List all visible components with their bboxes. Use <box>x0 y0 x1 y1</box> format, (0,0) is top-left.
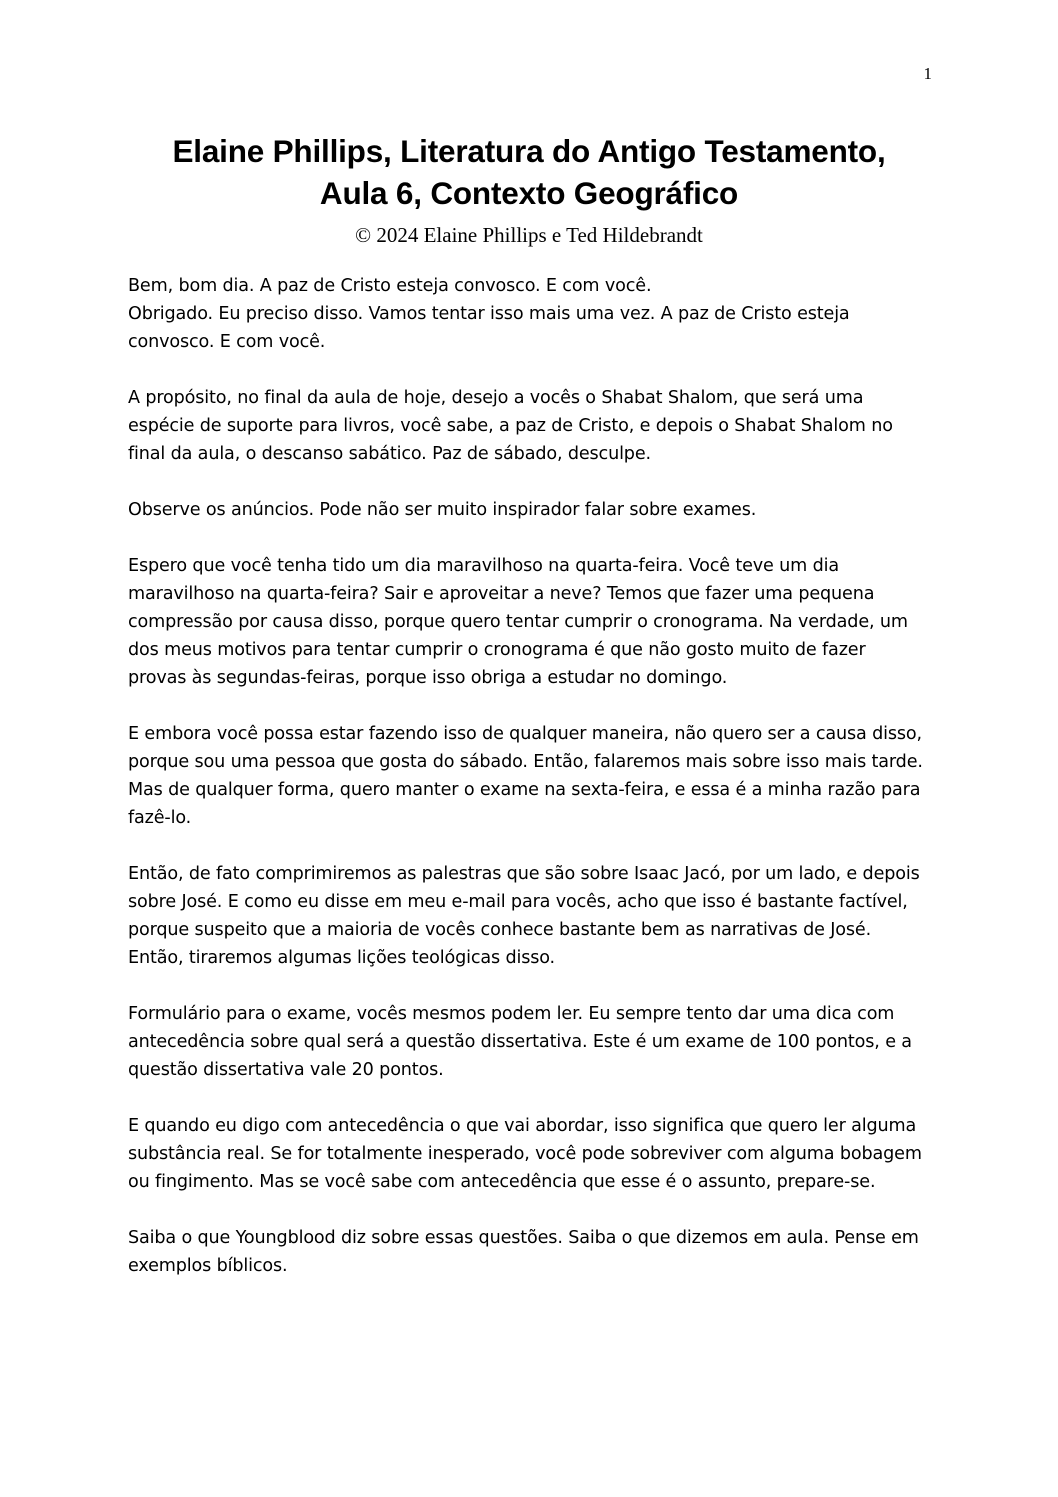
paragraph: Bem, bom dia. A paz de Cristo esteja convosco. E com você. <box>128 276 652 296</box>
paragraph: E quando eu digo com antecedência o que vai abordar, isso significa que quero ler alguma substância real. Se for totalmente inesperado, você pode sobreviver com alguma bobagem ou fingimento. Mas se você sabe com antecedência que esse é o assunto, prepare-se. <box>128 1116 922 1192</box>
title-line-1: Elaine Phillips, Literatura do Antigo Testamento, <box>172 133 886 169</box>
document-title <box>100 130 958 214</box>
paragraph: Obrigado. Eu preciso disso. Vamos tentar isso mais uma vez. A paz de Cristo esteja convosco. E com você. <box>128 304 850 352</box>
paragraph: Observe os anúncios. Pode não ser muito inspirador falar sobre exames. <box>128 500 757 520</box>
paragraph: A propósito, no final da aula de hoje, desejo a vocês o Shabat Shalom, que será uma espécie de suporte para livros, você sabe, a paz de Cristo, e depois o Shabat Shalom no final da aula, o descanso sabático. Paz de sábado, desculpe. <box>128 388 893 464</box>
paragraph: E embora você possa estar fazendo isso de qualquer maneira, não quero ser a causa disso, porque sou uma pessoa que gosta do sábado. Então, falaremos mais sobre isso mais tarde. Mas de qualquer forma, quero manter o exame na sexta-feira, e essa é a minha razão para fazê-lo. <box>128 724 923 828</box>
page-number: 1 <box>923 64 932 83</box>
transcript-body <box>128 272 928 1308</box>
paragraph: Formulário para o exame, vocês mesmos podem ler. Eu sempre tento dar uma dica com antecedência sobre qual será a questão dissertativa. Este é um exame de 100 pontos, e a questão dissertativa vale 20 pontos. <box>128 1004 912 1080</box>
copyright-notice: © 2024 Elaine Phillips e Ted Hildebrandt <box>355 223 703 247</box>
paragraph: Saiba o que Youngblood diz sobre essas questões. Saiba o que dizemos em aula. Pense em exemplos bíblicos. <box>128 1228 919 1276</box>
paragraph: Então, de fato comprimiremos as palestras que são sobre Isaac Jacó, por um lado, e depois sobre José. E como eu disse em meu e-mail para vocês, acho que isso é bastante factível, porque suspeito que a maioria de vocês conhece bastante bem as narrativas de José. Então, tiraremos algumas lições teológicas disso. <box>128 864 920 968</box>
title-line-2: Aula 6, Contexto Geográfico <box>319 175 739 211</box>
paragraph: Espero que você tenha tido um dia maravilhoso na quarta-feira. Você teve um dia maravilhoso na quarta-feira? Sair e aproveitar a neve? Temos que fazer uma pequena compressão por causa disso, porque quero tentar cumprir o cronograma. Na verdade, um dos meus motivos para tentar cumprir o cronograma é que não gosto muito de fazer provas às segundas-feiras, porque isso obriga a estudar no domingo. <box>128 556 908 688</box>
